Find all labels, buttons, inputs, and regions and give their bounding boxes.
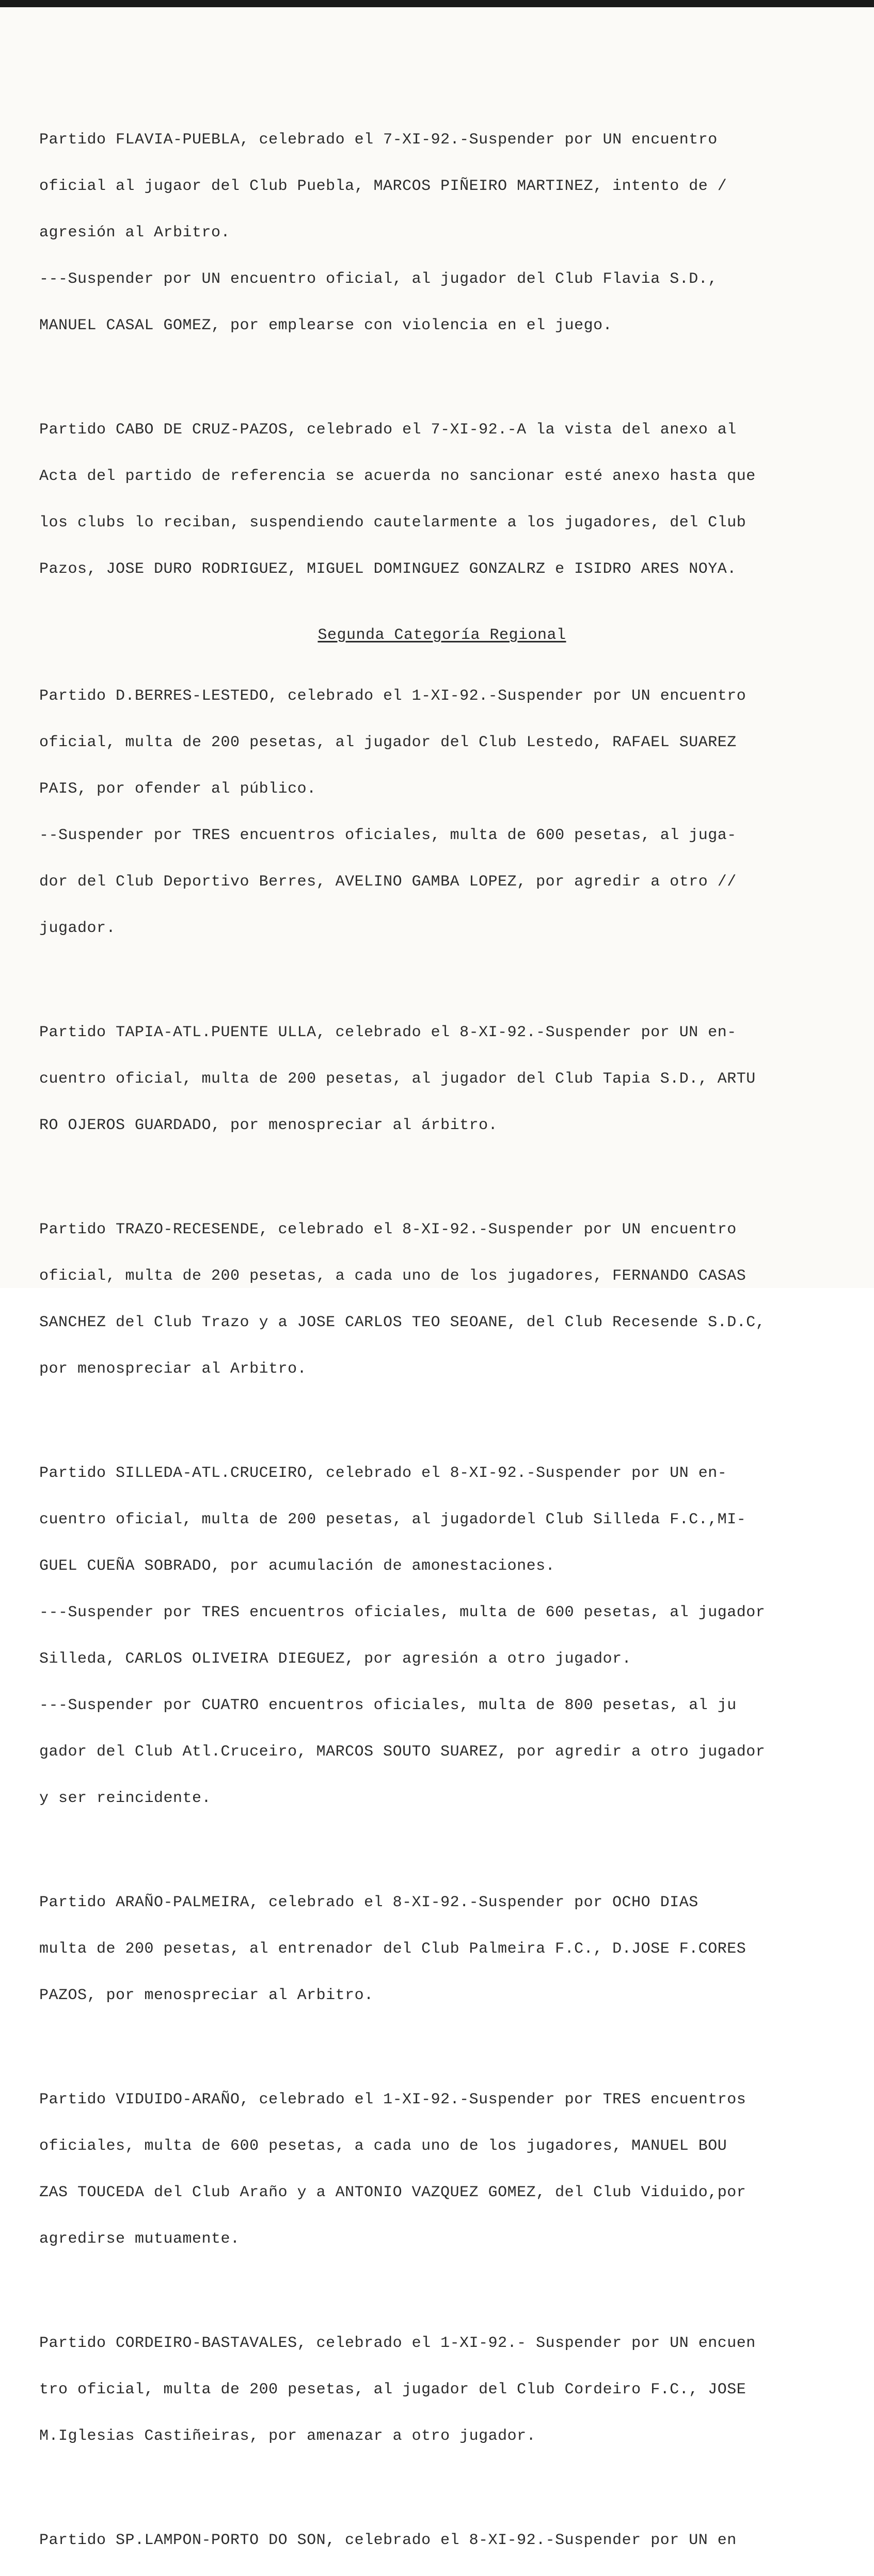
text-line: cuentro oficial, multa de 200 pesetas, al jugador del Club Tapia S.D., ARTU [39,1070,756,1088]
text-line: oficial al jugaor del Club Puebla, MARCOS PIÑEIRO MARTINEZ, intento de / [39,178,727,195]
text-line: ---Suspender por CUATRO encuentros oficiales, multa de 800 pesetas, al ju [39,1697,737,1714]
document-body [39,101,845,2576]
paragraph-flavia-puebla [39,101,845,364]
paragraph-berres-lestedo [39,657,845,967]
text-line: --Suspender por TRES encuentros oficiales, multa de 600 pesetas, al juga- [39,827,737,844]
text-line: agredirse mutuamente. [39,2230,240,2248]
text-line: Partido ARAÑO-PALMEIRA, celebrado el 8-XI-92.-Suspender por OCHO DIAS [39,1894,698,1911]
text-line: Partido VIDUIDO-ARAÑO, celebrado el 1-XI-92.-Suspender por TRES encuentros [39,2091,746,2108]
text-line: jugador. [39,920,116,937]
text-line: multa de 200 pesetas, al entrenador del Club Palmeira F.C., D.JOSE F.CORES [39,1940,746,1958]
text-line: Partido SILLEDA-ATL.CRUCEIRO, celebrado el 8-XI-92.-Suspender por UN en- [39,1464,727,1482]
text-line: GUEL CUEÑA SOBRADO, por acumulación de amonestaciones. [39,1557,555,1575]
paragraph-cabo-de-cruz-pazos [39,391,845,608]
section-heading [39,627,845,643]
text-line: oficiales, multa de 600 pesetas, a cada uno de los jugadores, MANUEL BOU [39,2137,727,2155]
text-line: PAZOS, por menospreciar al Arbitro. [39,1987,374,2004]
text-line: ---Suspender por UN encuentro oficial, al jugador del Club Flavia S.D., [39,270,718,288]
text-line: dor del Club Deportivo Berres, AVELINO GAMBA LOPEZ, por agredir a otro // [39,873,737,891]
section-heading-text: Segunda Categoría Regional [317,626,566,644]
paragraph-tapia-puente-ulla [39,994,845,1164]
paragraph-viduido-arano [39,2061,845,2278]
text-line: Acta del partido de referencia se acuerda no sancionar esté anexo hasta que [39,468,756,485]
text-line: agresión al Arbitro. [39,224,231,242]
text-line: RO OJEROS GUARDADO, por menospreciar al árbitro. [39,1117,498,1134]
text-line: tro oficial, multa de 200 pesetas, al jugador del Club Cordeiro F.C., JOSE [39,2381,746,2398]
text-line: cuentro oficial, multa de 200 pesetas, al jugadordel Club Silleda F.C.,MI- [39,1511,746,1528]
text-line: SANCHEZ del Club Trazo y a JOSE CARLOS TEO SEOANE, del Club Recesende S.D.C, [39,1314,766,1331]
paragraph-arano-palmeira [39,1864,845,2034]
top-edge-rule [0,0,874,7]
text-line: los clubs lo reciban, suspendiendo cautelarmente a los jugadores, del Club [39,514,746,532]
paragraph-silleda-cruceiro [39,1435,845,1837]
paragraph-trazo-recesende [39,1191,845,1408]
text-line: oficial, multa de 200 pesetas, a cada uno de los jugadores, FERNANDO CASAS [39,1267,746,1285]
text-line: Partido FLAVIA-PUEBLA, celebrado el 7-XI-92.-Suspender por UN encuentro [39,131,718,149]
text-line: oficial, multa de 200 pesetas, al jugador del Club Lestedo, RAFAEL SUAREZ [39,734,737,751]
text-line: Partido SP.LAMPON-PORTO DO SON, celebrado el 8-XI-92.-Suspender por UN en [39,2532,737,2549]
text-line: Partido CABO DE CRUZ-PAZOS, celebrado el 7-XI-92.-A la vista del anexo al [39,421,737,439]
text-line: Partido D.BERRES-LESTEDO, celebrado el 1-XI-92.-Suspender por UN encuentro [39,687,746,705]
text-line: Silleda, CARLOS OLIVEIRA DIEGUEZ, por agresión a otro jugador. [39,1650,632,1668]
text-line: Pazos, JOSE DURO RODRIGUEZ, MIGUEL DOMINGUEZ GONZALRZ e ISIDRO ARES NOYA. [39,560,737,578]
text-line: y ser reincidente. [39,1790,212,1807]
text-line: ---Suspender por TRES encuentros oficiales, multa de 600 pesetas, al jugador [39,1604,766,1621]
paragraph-cordeiro-bastavales [39,2305,845,2475]
text-line: MANUEL CASAL GOMEZ, por emplearse con violencia en el juego. [39,317,613,334]
text-line: Partido TAPIA-ATL.PUENTE ULLA, celebrado el 8-XI-92.-Suspender por UN en- [39,1024,737,1041]
text-line: M.Iglesias Castiñeiras, por amenazar a otro jugador. [39,2427,536,2445]
text-line: Partido CORDEIRO-BASTAVALES, celebrado el 1-XI-92.- Suspender por UN encuen [39,2335,756,2352]
paragraph-lampon-porto-do-son [39,2502,845,2576]
text-line: gador del Club Atl.Cruceiro, MARCOS SOUTO SUAREZ, por agredir a otro jugador [39,1743,766,1761]
text-line: PAIS, por ofender al público. [39,780,316,798]
text-line: por menospreciar al Arbitro. [39,1360,307,1378]
text-line: ZAS TOUCEDA del Club Araño y a ANTONIO VAZQUEZ GOMEZ, del Club Viduido,por [39,2184,746,2201]
text-line: Partido TRAZO-RECESENDE, celebrado el 8-XI-92.-Suspender por UN encuentro [39,1221,737,1238]
